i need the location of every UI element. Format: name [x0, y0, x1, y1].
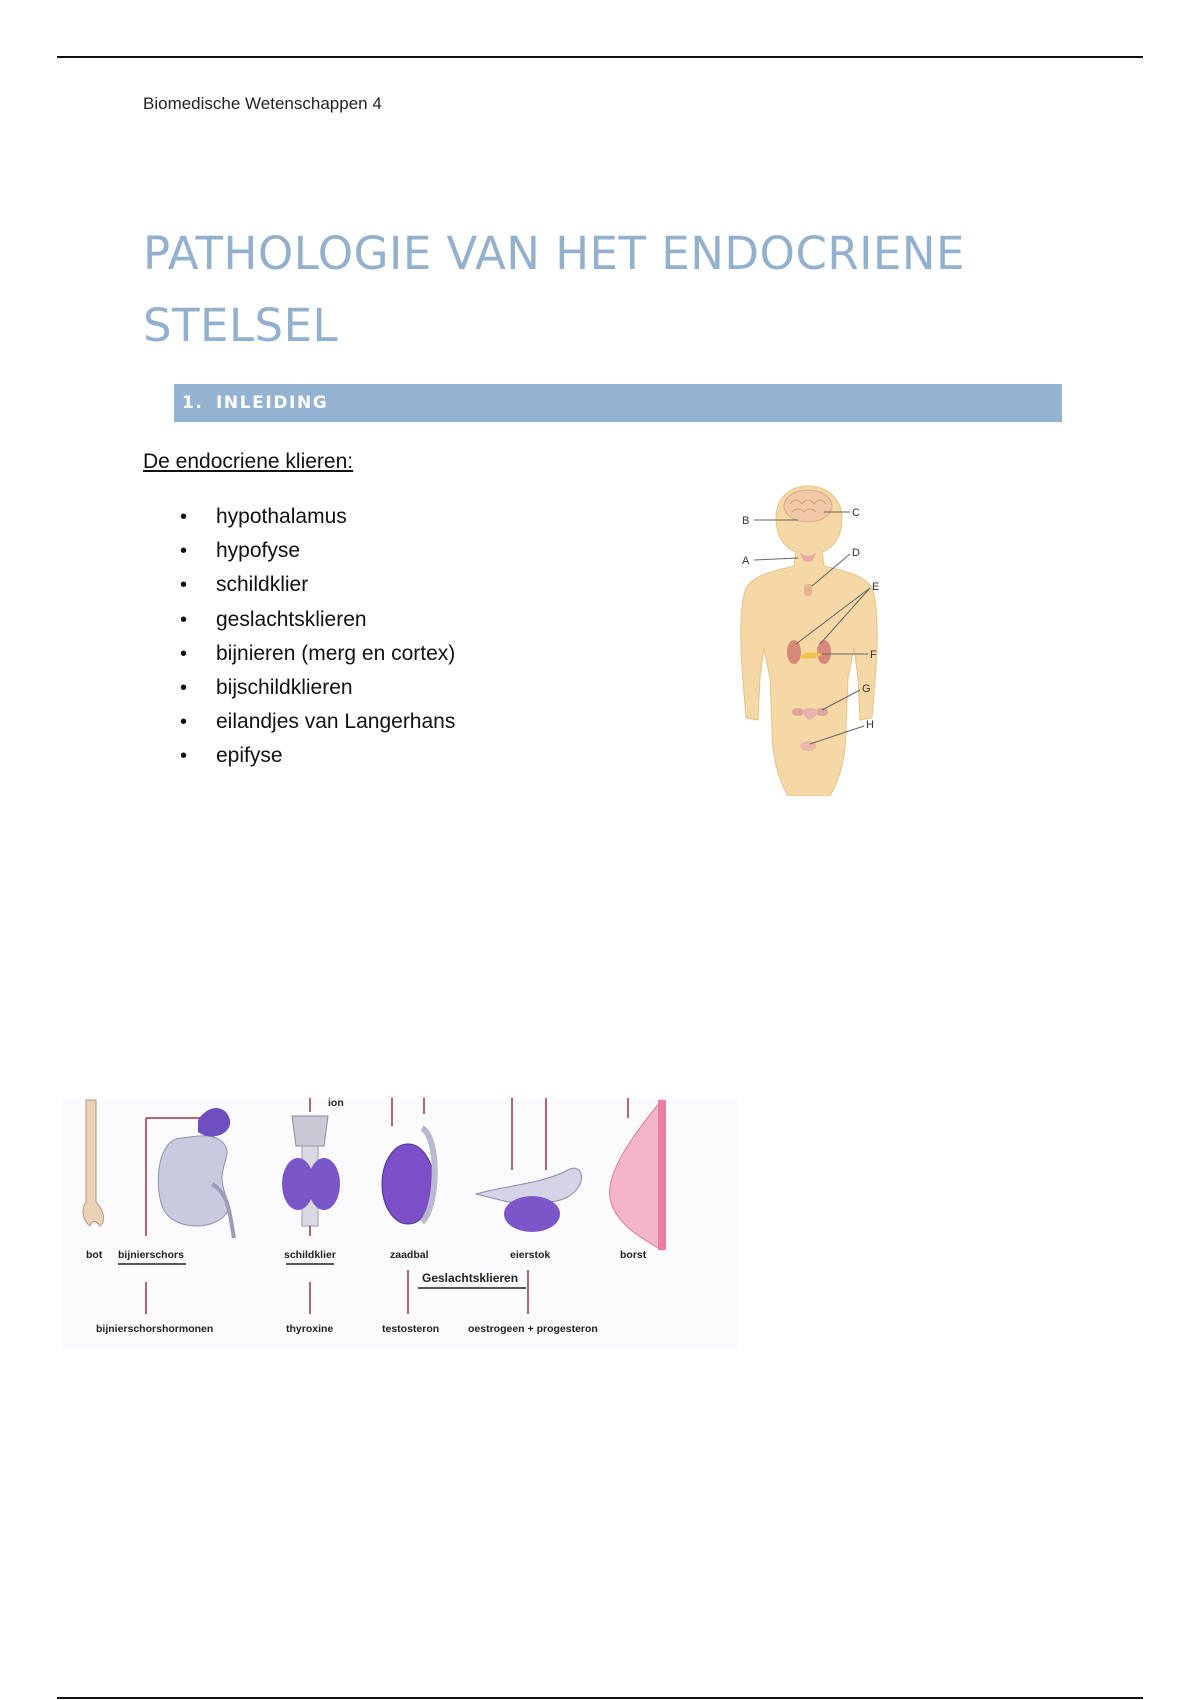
- list-item-text: bijnieren (merg en cortex): [216, 641, 456, 665]
- list-item-text: hypothalamus: [216, 505, 347, 528]
- body-label-g: G: [862, 683, 871, 695]
- section-label: INLEIDING: [216, 393, 329, 413]
- bottom-rule: [57, 1697, 1143, 1699]
- list-item-text: schildklier: [216, 573, 309, 597]
- list-item-text: eilandjes van Langerhans: [216, 710, 456, 734]
- body-label-f: F: [870, 649, 877, 661]
- organ-label-bot: bot: [86, 1249, 103, 1261]
- group-label-geslachtsklieren: Geslachtsklieren: [422, 1271, 519, 1285]
- hormone-label-testosteron: testosteron: [382, 1323, 440, 1335]
- left-kidney-shape: [787, 640, 801, 664]
- body-label-c: C: [852, 507, 860, 519]
- kidney-shape: [158, 1136, 228, 1226]
- hormone-label-thyroxine: thyroxine: [286, 1323, 334, 1335]
- list-item: [180, 603, 455, 637]
- thyroid-right-lobe: [308, 1158, 340, 1210]
- bullet-icon: •: [180, 540, 188, 563]
- page-title: PATHOLOGIE VAN HET ENDOCRIENE STELSEL: [143, 227, 965, 352]
- top-rule: [57, 56, 1143, 58]
- body-label-d: D: [852, 547, 860, 559]
- list-item: [180, 500, 455, 534]
- body-label-e: E: [872, 581, 880, 593]
- bullet-icon: •: [180, 711, 188, 734]
- running-header: Biomedische Wetenschappen 4: [143, 94, 382, 113]
- organ-label-schildklier: schildklier: [284, 1249, 336, 1261]
- list-item-text: bijschildklieren: [216, 675, 353, 699]
- glands-hormones-figure: [62, 1098, 738, 1350]
- breast-edge: [658, 1100, 666, 1250]
- larynx-shape: [292, 1116, 328, 1146]
- body-endocrine-figure: [718, 478, 898, 796]
- section-heading: [174, 384, 1062, 422]
- list-item: [180, 568, 455, 602]
- gland-list: [180, 500, 455, 774]
- body-label-h: H: [866, 719, 874, 731]
- list-item: [180, 637, 455, 671]
- body-label-a: A: [742, 555, 750, 567]
- brain-shape: [784, 490, 832, 522]
- list-item: [180, 671, 455, 705]
- list-item-text: epifyse: [216, 744, 283, 768]
- right-ovary-shape: [816, 708, 828, 716]
- list-item: [180, 705, 455, 739]
- organ-label-borst: borst: [620, 1249, 647, 1261]
- cut-text: ion: [328, 1098, 344, 1109]
- hormone-label-bijnierschorshormonen: bijnierschorshormonen: [96, 1323, 214, 1335]
- organ-label-eierstok: eierstok: [510, 1249, 551, 1261]
- list-item-text: geslachtsklieren: [216, 607, 367, 631]
- left-ovary-shape: [792, 708, 804, 716]
- bullet-icon: •: [180, 574, 188, 597]
- bullet-icon: •: [180, 676, 188, 699]
- bullet-icon: •: [180, 642, 188, 665]
- list-item: [180, 534, 455, 568]
- organ-label-bijnierschors: bijnierschors: [118, 1249, 184, 1261]
- body-label-b: B: [742, 515, 750, 527]
- bullet-icon: •: [180, 745, 188, 768]
- list-item-text: hypofyse: [216, 539, 301, 563]
- bullet-icon: •: [180, 506, 188, 528]
- list-item: [180, 739, 455, 773]
- organ-label-zaadbal: zaadbal: [390, 1249, 429, 1261]
- thymus-shape: [804, 584, 812, 596]
- glands-subheading: De endocriene klieren:: [143, 450, 354, 473]
- section-number: 1.: [182, 393, 204, 413]
- bullet-icon: •: [180, 608, 188, 631]
- hormone-label-oestrogeen: oestrogeen + progesteron: [468, 1323, 598, 1335]
- ovary-shape: [504, 1196, 560, 1232]
- right-kidney-shape: [817, 640, 831, 664]
